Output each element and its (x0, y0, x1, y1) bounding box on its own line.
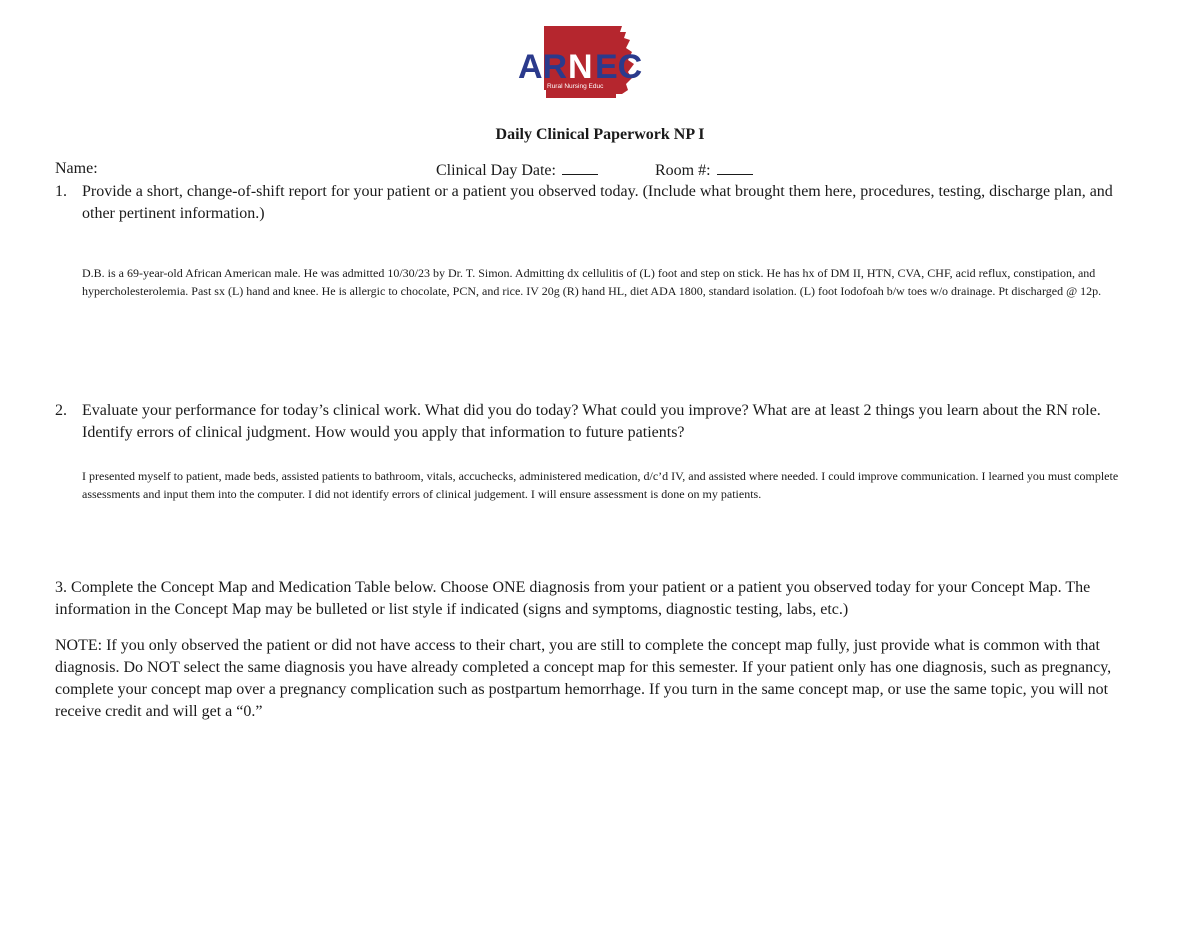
question-1-number: 1. (55, 183, 67, 200)
svg-text:Rural Nursing Educ: Rural Nursing Educ (547, 83, 604, 90)
question-2-number: 2. (55, 402, 67, 419)
document-title: Daily Clinical Paperwork NP I (495, 126, 705, 143)
svg-text:EC: EC (595, 48, 643, 86)
clinical-day-date-field (436, 160, 598, 180)
arnec-logo-graphic (516, 24, 658, 98)
room-number-label: Room #: (655, 162, 711, 179)
question-1 (55, 181, 1145, 225)
room-number-field (655, 160, 753, 180)
svg-text:AR: AR (518, 48, 568, 86)
room-blank (717, 160, 753, 175)
question-1-text: Provide a short, change-of-shift report for your patient or a patient you observed today. (Include what brought them here, procedures, testing, discharge plan, and other pertinent information.) (82, 183, 1113, 222)
svg-text:N: N (568, 48, 593, 86)
arnec-logo (516, 24, 658, 98)
clinical-day-date-label: Clinical Day Date: (436, 162, 556, 179)
answer-2: I presented myself to patient, made beds, assisted patients to bathroom, vitals, accuchecks, administered medication, d/c’d IV, and assisted where needed. I could improve communication. I learned you must complete assessments and input them into the computer. I did not identify errors of clinical judgement. I will ensure assessment is done on my patients. (82, 469, 1119, 501)
note-paragraph: NOTE: If you only observed the patient or did not have access to their chart, you are still to complete the concept map fully, just provide what is common with that diagnosis. Do NOT select the same diagnosis you have already completed a concept map for this semester. If your patient only has one diagnosis, such as pregnancy, complete your concept map over a pregnancy complication such as postpartum hemorrhage. If you turn in the same concept map, or use the same topic, you will not receive credit and will get a “0.” (55, 637, 1112, 720)
question-2 (55, 400, 1145, 444)
name-label: Name: (55, 160, 98, 177)
date-blank (562, 160, 598, 175)
question-3-text: 3. Complete the Concept Map and Medication Table below. Choose ONE diagnosis from your patient or a patient you observed today for your Concept Map. The information in the Concept Map may be bulleted or list style if indicated (signs and symptoms, diagnostic testing, labs, etc.) (55, 579, 1091, 618)
header-fields-row (55, 160, 1155, 182)
answer-1: D.B. is a 69-year-old African American male. He was admitted 10/30/23 by Dr. T. Simon. Admitting dx cellulitis of (L) foot and step on stick. He has hx of DM II, HTN, CVA, CHF, acid reflux, constipation, and hypercholesterolemia. Past sx (L) hand and knee. He is allergic to chocolate, PCN, and rice. IV 20g (R) hand HL, diet ADA 1800, standard isolation. (L) foot Iodofoah b/w toes w/o drainage. Pt discharged @ 12p. (82, 266, 1102, 298)
question-2-text: Evaluate your performance for today’s clinical work. What did you do today? What could you improve? What are at least 2 things you learn about the RN role. Identify errors of clinical judgment. How would you apply that information to future patients? (82, 402, 1101, 441)
